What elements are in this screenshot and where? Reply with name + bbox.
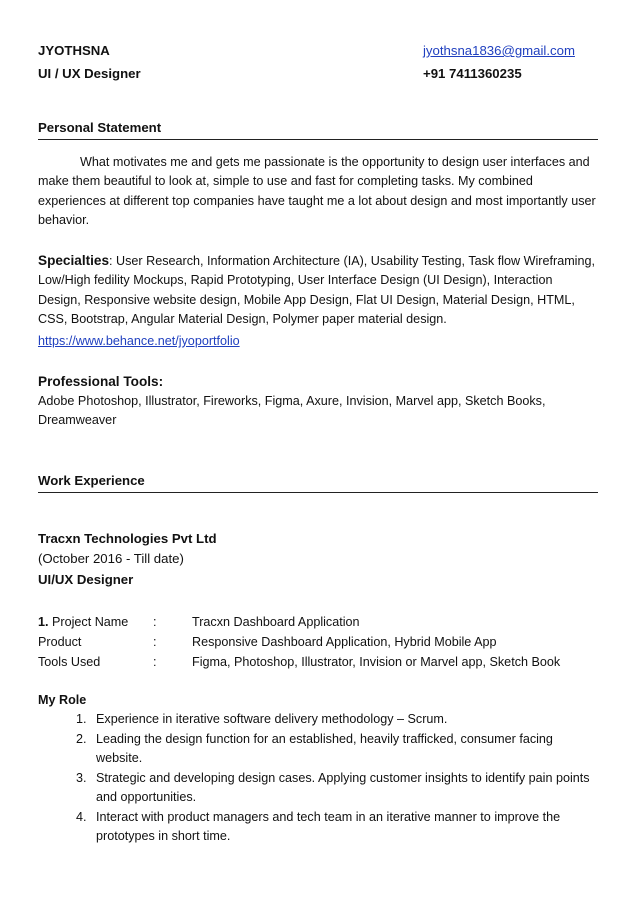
professional-tools-text: Adobe Photoshop, Illustrator, Fireworks, Figma, Axure, Invision, Marvel app, Sketch Books, Dreamweaver (38, 394, 546, 428)
specialties-block (38, 251, 598, 329)
project-row-value: Responsive Dashboard Application, Hybrid Mobile App (192, 635, 497, 649)
list-item-text: Leading the design function for an established, heavily trafficked, consumer facing website. (96, 731, 553, 765)
list-item-number: 4. (76, 809, 87, 824)
specialties-separator: : (109, 254, 113, 268)
section-divider (38, 139, 598, 140)
email-link[interactable]: jyothsna1836@gmail.com (423, 43, 575, 58)
project-row-label: Project Name (52, 615, 129, 629)
section-divider (38, 492, 598, 493)
project-row-label: Product (38, 635, 82, 649)
phone-number: +91 7411360235 (423, 66, 522, 81)
list-item (38, 808, 598, 847)
list-item-text: Experience in iterative software delivery methodology – Scrum. (96, 712, 448, 726)
list-item-number: 1. (76, 712, 87, 726)
candidate-role: UI / UX Designer (38, 66, 141, 81)
employment-period: (October 2016 - Till date) (38, 551, 184, 566)
project-row-label: Tools Used (38, 655, 101, 669)
my-role-heading: My Role (38, 693, 87, 707)
list-item-text: Strategic and developing design cases. Applying customer insights to identify pain points and opportunities. (96, 770, 590, 804)
job-title: UI/UX Designer (38, 572, 134, 587)
my-role-list (38, 710, 598, 847)
section-heading-personal-statement: Personal Statement (38, 120, 162, 135)
list-item (38, 730, 598, 769)
list-item (38, 769, 598, 808)
section-heading-work-experience: Work Experience (38, 473, 145, 488)
portfolio-link[interactable]: https://www.behance.net/jyoportfolio (38, 334, 240, 348)
specialties-label: Specialties (38, 253, 110, 268)
project-row-value: Figma, Photoshop, Illustrator, Invision or Marvel app, Sketch Book (192, 655, 561, 669)
list-item-number: 3. (76, 770, 87, 785)
company-name: Tracxn Technologies Pvt Ltd (38, 531, 217, 546)
project-row-colon: : (153, 615, 157, 629)
project-row-colon: : (153, 655, 157, 669)
candidate-name: JYOTHSNA (38, 43, 110, 58)
project-row-value: Tracxn Dashboard Application (192, 615, 360, 629)
specialties-text: User Research, Information Architecture (IA), Usability Testing, Task flow Wireframing, Low/High fedility Mockups, Rapid Prototyping, User Interface Design (UI Design), Interaction Design, Responsive website design, Mobile App Design, Flat UI Design, Material Design, HTML, CSS, Bootstrap, Angular Material Design, Polymer paper material design. (38, 254, 595, 326)
list-item-number: 2. (76, 731, 87, 746)
project-number: 1. (38, 615, 49, 629)
professional-tools-label: Professional Tools: (38, 374, 164, 389)
project-row (38, 634, 598, 651)
list-item-text: Interact with product managers and tech team in an iterative manner to improve the prototypes in short time. (96, 809, 561, 843)
list-item (38, 710, 598, 730)
project-row (38, 654, 598, 671)
personal-statement-text: What motivates me and gets me passionate is the opportunity to design user interfaces and make them beautiful to look at, simple to use and fast for completing tasks. My combined experiences at different top companies have taught me a lot about design and most importantly user behavior. (38, 155, 596, 227)
project-row-colon: : (153, 635, 157, 649)
project-row (38, 614, 598, 631)
